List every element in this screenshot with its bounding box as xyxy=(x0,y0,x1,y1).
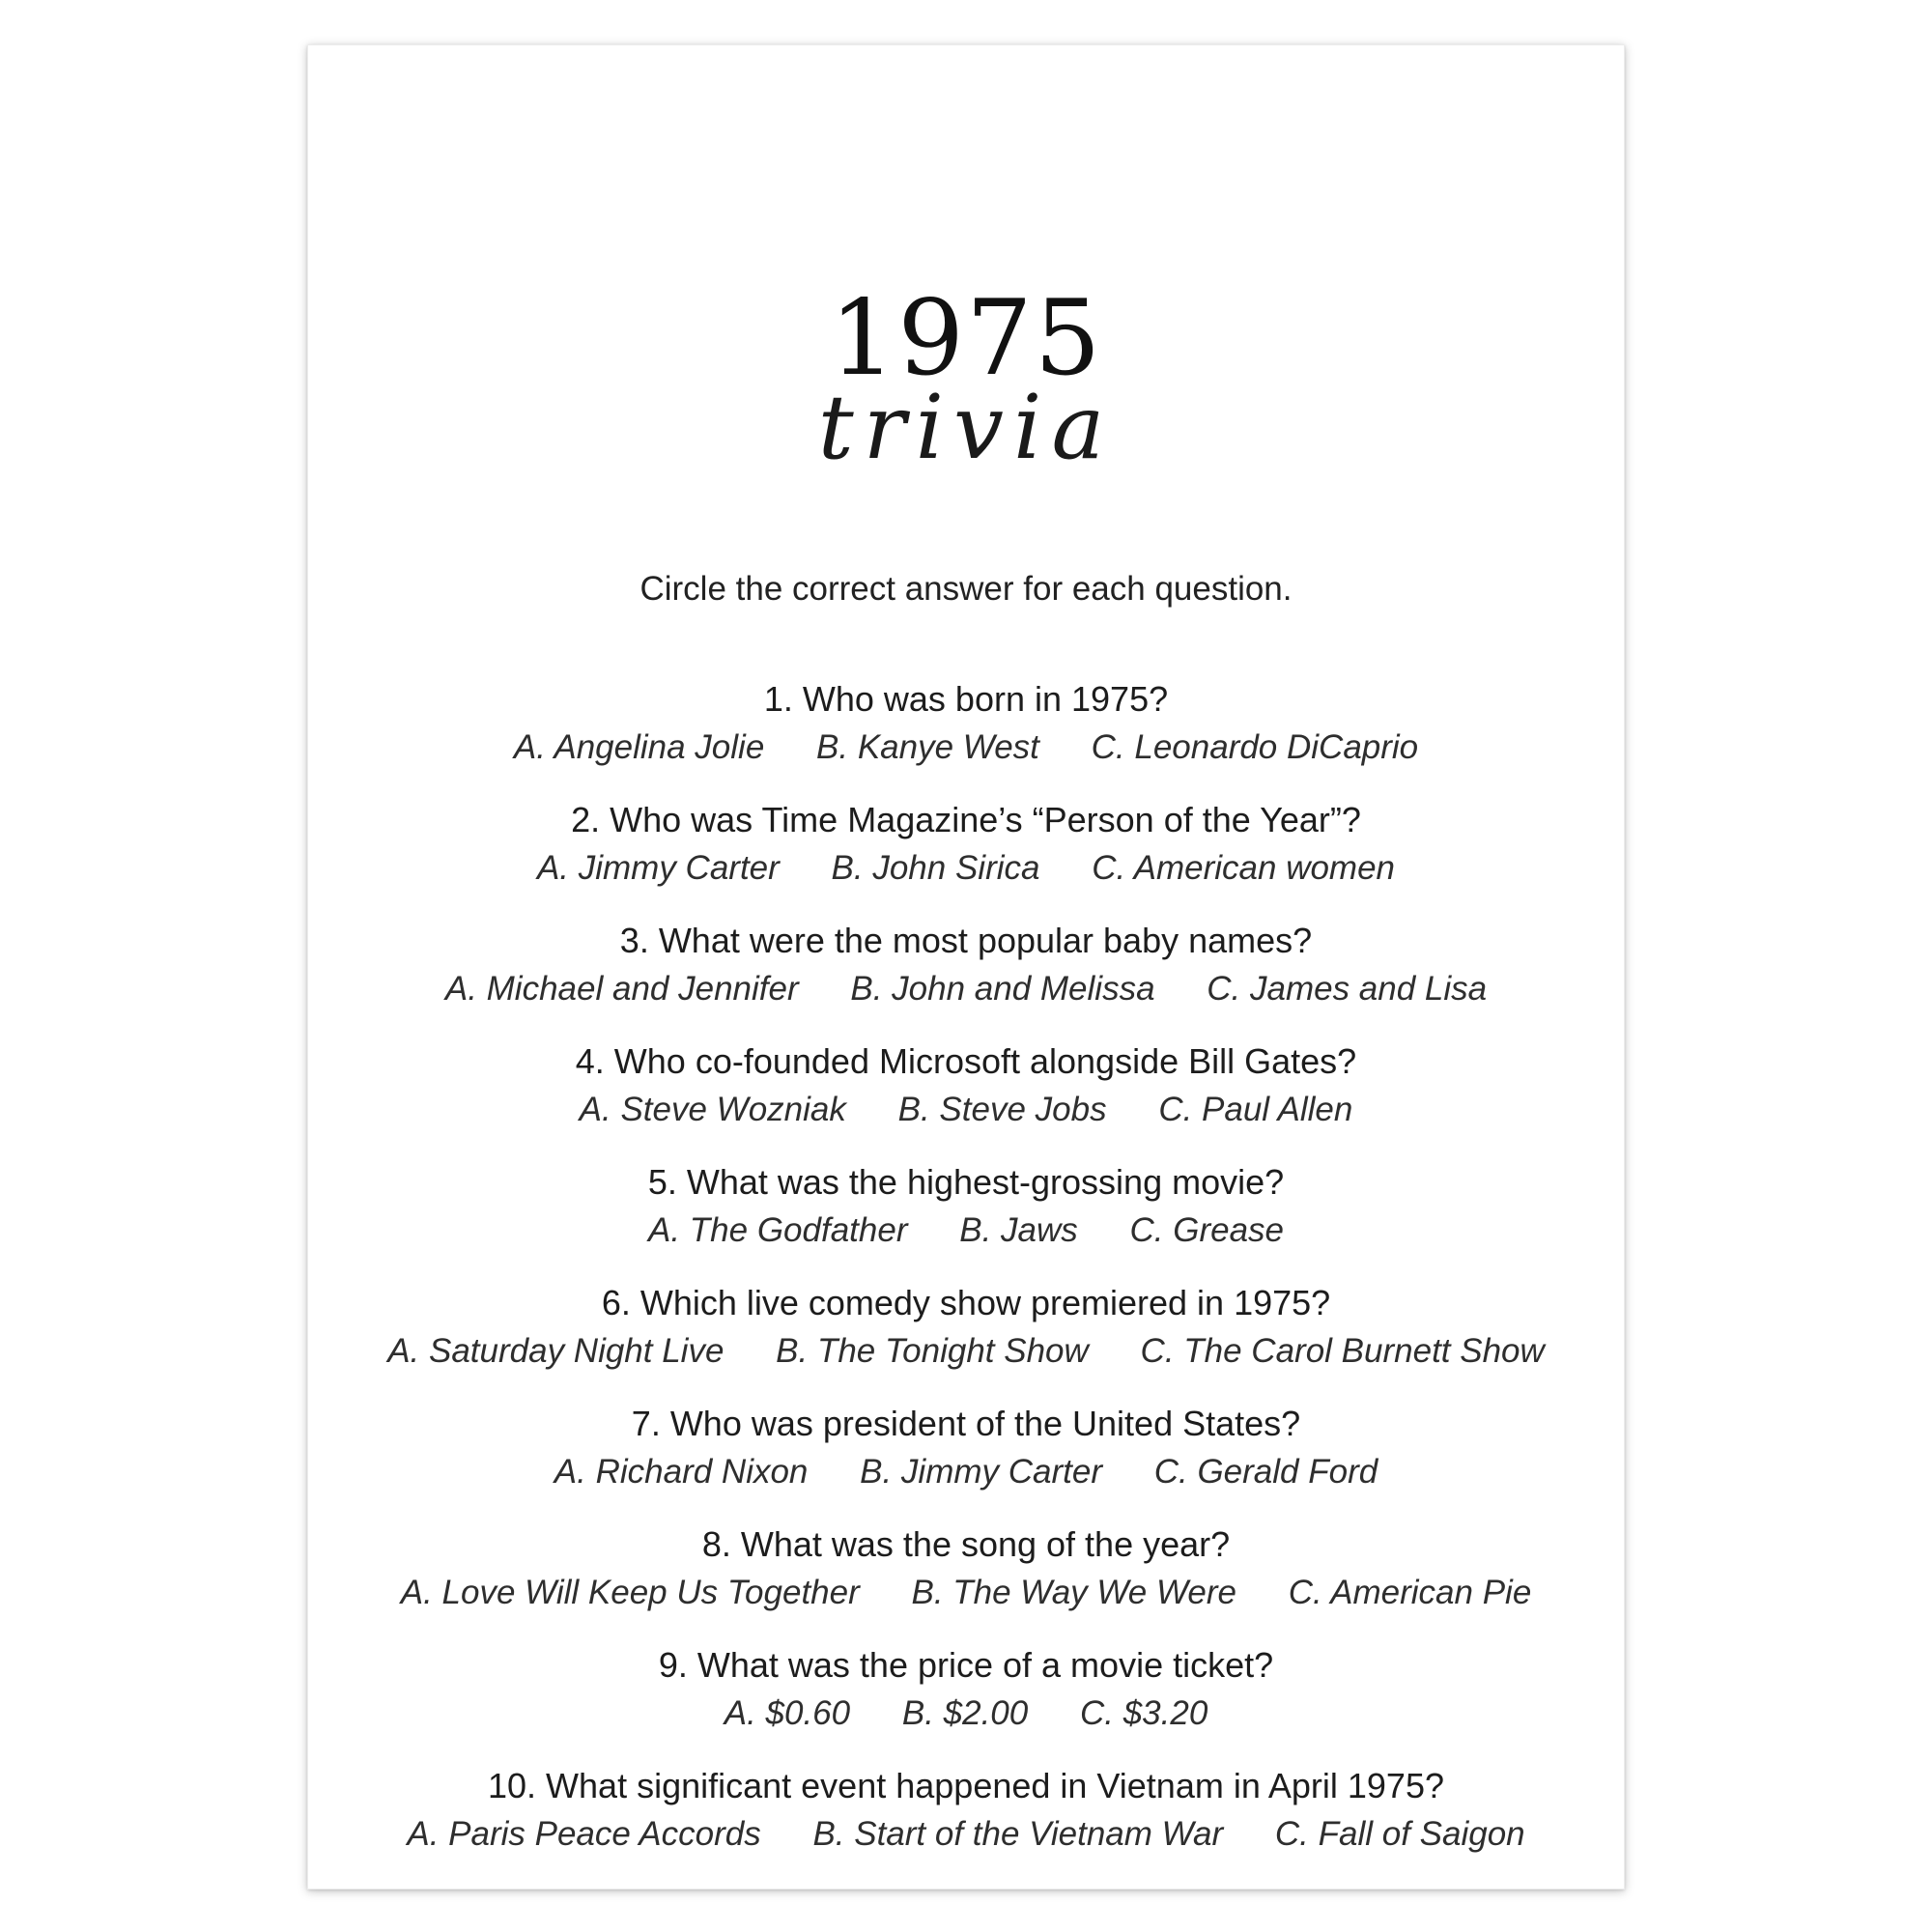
question-text: 7. Who was president of the United States? xyxy=(631,1404,1301,1443)
answer-option-c[interactable]: C. Leonardo DiCaprio xyxy=(1091,728,1419,766)
answer-option-c[interactable]: C. Fall of Saigon xyxy=(1274,1815,1525,1853)
question-2 xyxy=(308,796,1624,917)
question-9 xyxy=(308,1641,1624,1762)
question-text: 2. Who was Time Magazine’s “Person of the Year”? xyxy=(571,800,1361,839)
instructions: Circle the correct answer for each question. xyxy=(639,570,1293,608)
title-script: trivia xyxy=(817,376,1115,479)
answer-option-c[interactable]: C. American women xyxy=(1092,849,1396,887)
answer-option-c[interactable]: C. Gerald Ford xyxy=(1153,1453,1378,1491)
question-1 xyxy=(308,675,1624,796)
answer-option-b[interactable]: B. Kanye West xyxy=(816,728,1039,766)
answer-option-b[interactable]: B. Start of the Vietnam War xyxy=(812,1815,1224,1853)
question-6 xyxy=(308,1279,1624,1400)
question-8 xyxy=(308,1520,1624,1641)
answer-option-a[interactable]: A. The Godfather xyxy=(648,1211,908,1249)
question-text: 6. Which live comedy show premiered in 1975? xyxy=(601,1283,1331,1322)
answer-option-c[interactable]: C. American Pie xyxy=(1288,1574,1532,1611)
trivia-card xyxy=(307,44,1625,1889)
answer-options xyxy=(308,1690,1624,1738)
answer-option-a[interactable]: A. Jimmy Carter xyxy=(536,849,780,887)
answer-option-b[interactable]: B. Jimmy Carter xyxy=(860,1453,1102,1491)
answer-option-a[interactable]: A. Saturday Night Live xyxy=(387,1332,724,1370)
answer-options xyxy=(308,1448,1624,1496)
answer-option-c[interactable]: C. James and Lisa xyxy=(1207,970,1488,1008)
answer-option-c[interactable]: C. $3.20 xyxy=(1079,1694,1208,1732)
answer-option-a[interactable]: A. Steve Wozniak xyxy=(579,1091,846,1128)
answer-options xyxy=(308,1810,1624,1859)
answer-option-b[interactable]: B. Steve Jobs xyxy=(897,1091,1107,1128)
answer-option-b[interactable]: B. John Sirica xyxy=(831,849,1040,887)
question-text: 4. Who co-founded Microsoft alongside Bill Gates? xyxy=(575,1041,1357,1081)
answer-option-a[interactable]: A. Angelina Jolie xyxy=(513,728,765,766)
question-7 xyxy=(308,1400,1624,1520)
answer-option-b[interactable]: B. John and Melissa xyxy=(850,970,1155,1008)
question-3 xyxy=(308,917,1624,1037)
answer-option-a[interactable]: A. Richard Nixon xyxy=(554,1453,809,1491)
answer-options xyxy=(308,965,1624,1013)
answer-option-b[interactable]: B. The Way We Were xyxy=(911,1574,1236,1611)
question-4 xyxy=(308,1037,1624,1158)
answer-options xyxy=(308,1207,1624,1255)
answer-option-b[interactable]: B. $2.00 xyxy=(901,1694,1029,1732)
title-year: 1975 xyxy=(829,278,1103,399)
answer-option-a[interactable]: A. Michael and Jennifer xyxy=(444,970,799,1008)
answer-option-a[interactable]: A. Love Will Keep Us Together xyxy=(400,1574,860,1611)
answer-option-a[interactable]: A. $0.60 xyxy=(724,1694,851,1732)
question-text: 10. What significant event happened in Vietnam in April 1975? xyxy=(488,1766,1444,1805)
answer-options xyxy=(308,1327,1624,1376)
question-10 xyxy=(308,1762,1624,1883)
answer-option-b[interactable]: B. Jaws xyxy=(959,1211,1078,1249)
answer-options xyxy=(308,844,1624,893)
answer-option-b[interactable]: B. The Tonight Show xyxy=(776,1332,1089,1370)
answer-option-a[interactable]: A. Paris Peace Accords xyxy=(407,1815,761,1853)
question-5 xyxy=(308,1158,1624,1279)
answer-options xyxy=(308,1086,1624,1134)
answer-options xyxy=(308,724,1624,772)
answer-option-c[interactable]: C. The Carol Burnett Show xyxy=(1140,1332,1545,1370)
question-list xyxy=(308,675,1624,1883)
question-text: 8. What was the song of the year? xyxy=(701,1524,1231,1564)
answer-option-c[interactable]: C. Paul Allen xyxy=(1158,1091,1353,1128)
answer-option-c[interactable]: C. Grease xyxy=(1129,1211,1284,1249)
question-text: 3. What were the most popular baby names? xyxy=(619,921,1313,960)
question-text: 9. What was the price of a movie ticket? xyxy=(658,1645,1274,1685)
question-text: 1. Who was born in 1975? xyxy=(763,679,1169,719)
answer-options xyxy=(308,1569,1624,1617)
question-text: 5. What was the highest-grossing movie? xyxy=(647,1162,1285,1202)
